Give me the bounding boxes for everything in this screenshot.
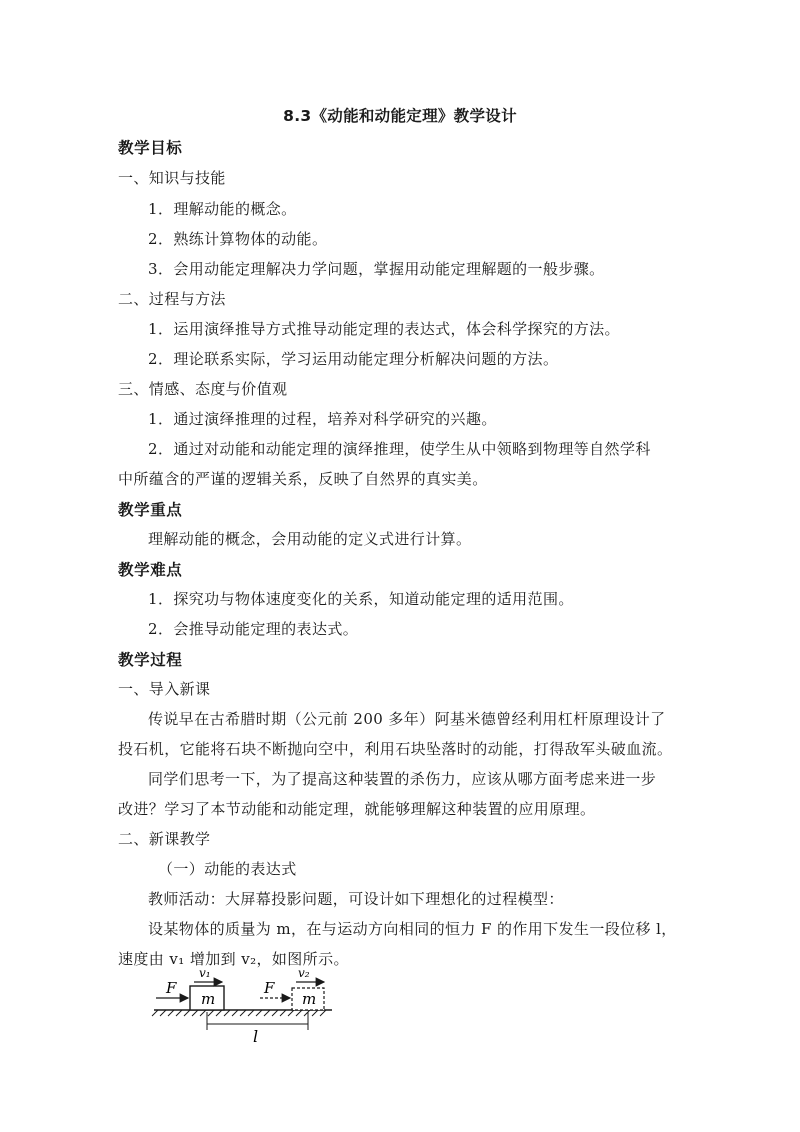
kinetic-energy-subheading: （一）动能的表达式: [158, 860, 297, 878]
list-item: 1．运用演绎推导方式推导动能定理的表达式，体会科学探究的方法。: [148, 320, 620, 338]
mass-label: m: [201, 990, 216, 1008]
list-item: 1．探究功与物体速度变化的关系，知道动能定理的适用范围。: [148, 590, 574, 608]
intro-paragraph-line: 投石机，它能将石块不断抛向空中，利用石块坠落时的动能，打得敌军头破血流。: [118, 740, 673, 758]
difficulties-heading: 教学难点: [118, 561, 183, 579]
knowledge-skills-heading: 一、知识与技能: [118, 169, 226, 187]
list-item: 2．会推导动能定理的表达式。: [148, 620, 359, 638]
teacher-activity-text: 教师活动：大屏幕投影问题，可设计如下理想化的过程模型：: [148, 890, 564, 908]
list-item: 1．理解动能的概念。: [148, 200, 297, 218]
new-lesson-heading: 二、新课教学: [118, 830, 211, 848]
displacement-label: l: [253, 1027, 259, 1046]
setup-text-line: 速度由 v₁ 增加到 v₂，如图所示。: [118, 950, 349, 968]
process-methods-heading: 二、过程与方法: [118, 290, 226, 308]
list-item: 3．会用动能定理解决力学问题，掌握用动能定理解题的一般步骤。: [148, 260, 605, 278]
intro-paragraph-line: 改进？学习了本节动能和动能定理，就能够理解这种装置的应用原理。: [118, 800, 596, 818]
document-title: 8.3《动能和动能定理》教学设计: [283, 107, 517, 125]
ground-hatching: [152, 1010, 326, 1016]
setup-text-line: 设某物体的质量为 m，在与运动方向相同的恒力 F 的作用下发生一段位移 l，: [148, 920, 677, 938]
attitude-values-heading: 三、情感、态度与价值观: [118, 380, 288, 398]
intro-paragraph-line: 传说早在古希腊时期（公元前 200 多年）阿基米德曾经利用杠杆原理设计了: [148, 710, 666, 728]
list-item: 2．通过对动能和动能定理的演绎推理，使学生从中领略到物理等自然学科: [148, 440, 651, 458]
list-item-continuation: 中所蕴含的严谨的逻辑关系，反映了自然界的真实美。: [118, 470, 488, 488]
mass-label: m: [302, 990, 317, 1008]
key-points-heading: 教学重点: [118, 501, 183, 519]
teaching-process-heading: 教学过程: [118, 651, 183, 669]
motion-diagram: [150, 958, 350, 1048]
force-label: F: [264, 979, 275, 997]
v2-label: v₂: [298, 966, 310, 980]
force-label: F: [166, 979, 177, 997]
key-points-text: 理解动能的概念，会用动能的定义式进行计算。: [148, 530, 472, 548]
intro-paragraph-line: 同学们思考一下，为了提高这种装置的杀伤力，应该从哪方面考虑来进一步: [148, 770, 657, 788]
v1-label: v₁: [199, 966, 211, 980]
intro-heading: 一、导入新课: [118, 680, 211, 698]
list-item: 1．通过演绎推理的过程，培养对科学研究的兴趣。: [148, 410, 497, 428]
teaching-goals-heading: 教学目标: [118, 139, 183, 157]
list-item: 2．熟练计算物体的动能。: [148, 230, 328, 248]
list-item: 2．理论联系实际，学习运用动能定理分析解决问题的方法。: [148, 350, 559, 368]
